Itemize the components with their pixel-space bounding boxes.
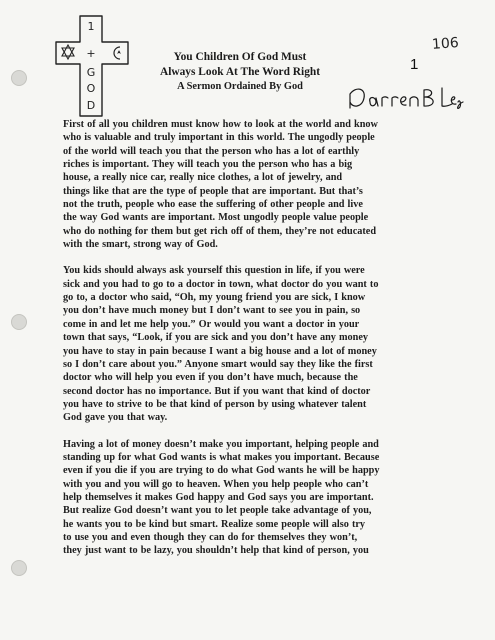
text-line: standing up for what God wants is what makes you important. Because xyxy=(63,451,380,463)
star-of-david-icon xyxy=(62,45,74,59)
text-line: of the world will teach you that the person who has a lot of earthly xyxy=(63,145,360,157)
text-line: you have to stay in pain because I want a big house and a lot of money xyxy=(63,345,377,357)
logo-text-1: 1 xyxy=(87,20,95,33)
text-line: the way God wants are important. Most ungodly people value people xyxy=(63,212,369,224)
binder-hole-middle xyxy=(11,314,27,330)
text-line: to use you and even though they can do for themselves they won’t, xyxy=(63,531,358,543)
text-line: you don’t have much money but I don’t want to see you in pain, so xyxy=(63,305,361,317)
text-line: come in and let me help you.” Or would you want a doctor in your xyxy=(63,318,360,330)
text-line: so I don’t care about you.” Anyone smart would say they like the first xyxy=(63,358,373,370)
text-line: Having a lot of money doesn’t make you important, helping people and xyxy=(63,438,379,450)
text-line: riches is important. They will teach you the person who has a big xyxy=(63,159,353,171)
text-line: with you and you will go to heaven. When you help people who can’t xyxy=(63,478,369,490)
text-line: You kids should always ask yourself this question in life, if you were xyxy=(63,265,365,277)
text-line: doctor who will help you even if you don’t have much, because the xyxy=(63,372,358,384)
signature xyxy=(346,82,464,116)
text-line: who do nothing for them but get rich off of them, they’re not educated xyxy=(63,225,377,237)
text-line: sick and you had to go to a doctor in town, what doctor do you want to xyxy=(63,278,379,290)
logo-text-d: D xyxy=(86,99,96,112)
title-line-2: Always Look At The Word Right xyxy=(159,66,321,78)
text-line: he wants you to be kind but smart. Realize some people will also try xyxy=(63,518,366,530)
handwritten-number: 106 xyxy=(431,35,460,53)
text-line: But realize God doesn’t want you to let people take advantage of you, xyxy=(63,505,372,517)
logo-text-plus: + xyxy=(86,47,96,60)
text-line: who is valuable and truly important in this world. The ungodly people xyxy=(63,132,375,144)
text-line: even if you die if you are trying to do what God wants he will be happy xyxy=(63,465,380,477)
text-line: second doctor has no importance. But if you want that kind of doctor xyxy=(63,385,371,397)
cross-logo xyxy=(54,14,130,118)
text-line: town that says, “Look, if you are sick and you don’t have any money xyxy=(63,332,369,344)
page-number: 1 xyxy=(410,56,419,73)
text-line: house, a really nice car, really nice clothes, a lot of jewelry, and xyxy=(63,172,343,184)
paragraph xyxy=(63,438,453,558)
text-line: God gave you that way. xyxy=(63,412,168,424)
text-line: go to, a doctor who said, “Oh, my young friend you are sick, I know xyxy=(63,292,366,304)
binder-hole-bottom xyxy=(11,560,27,576)
logo-text-g: G xyxy=(86,66,96,79)
binder-hole-top xyxy=(11,70,27,86)
sermon-body xyxy=(63,118,453,571)
title-line-1: You Children Of God Must xyxy=(173,51,307,63)
logo-text-o: O xyxy=(86,82,96,95)
paragraph xyxy=(63,264,453,424)
text-line: not the truth, people who ease the suffering of other people and live xyxy=(63,199,363,211)
paragraph xyxy=(63,118,453,251)
text-line: with the smart, strong way of God. xyxy=(63,239,218,251)
text-line: things like that are the type of people that are important. But that’s xyxy=(63,185,363,197)
text-line: they just want to be lazy, you shouldn’t help that kind of person, you xyxy=(63,545,369,557)
text-line: First of all you children must know how to look at the world and know xyxy=(63,119,378,130)
text-line: you have to strive to be that kind of person by using whatever talent xyxy=(63,398,367,410)
text-line: help themselves it makes God happy and God says you are important. xyxy=(63,491,374,503)
subtitle: A Sermon Ordained By God xyxy=(177,81,303,92)
star-and-crescent-icon xyxy=(114,47,120,59)
title-block xyxy=(132,50,348,93)
